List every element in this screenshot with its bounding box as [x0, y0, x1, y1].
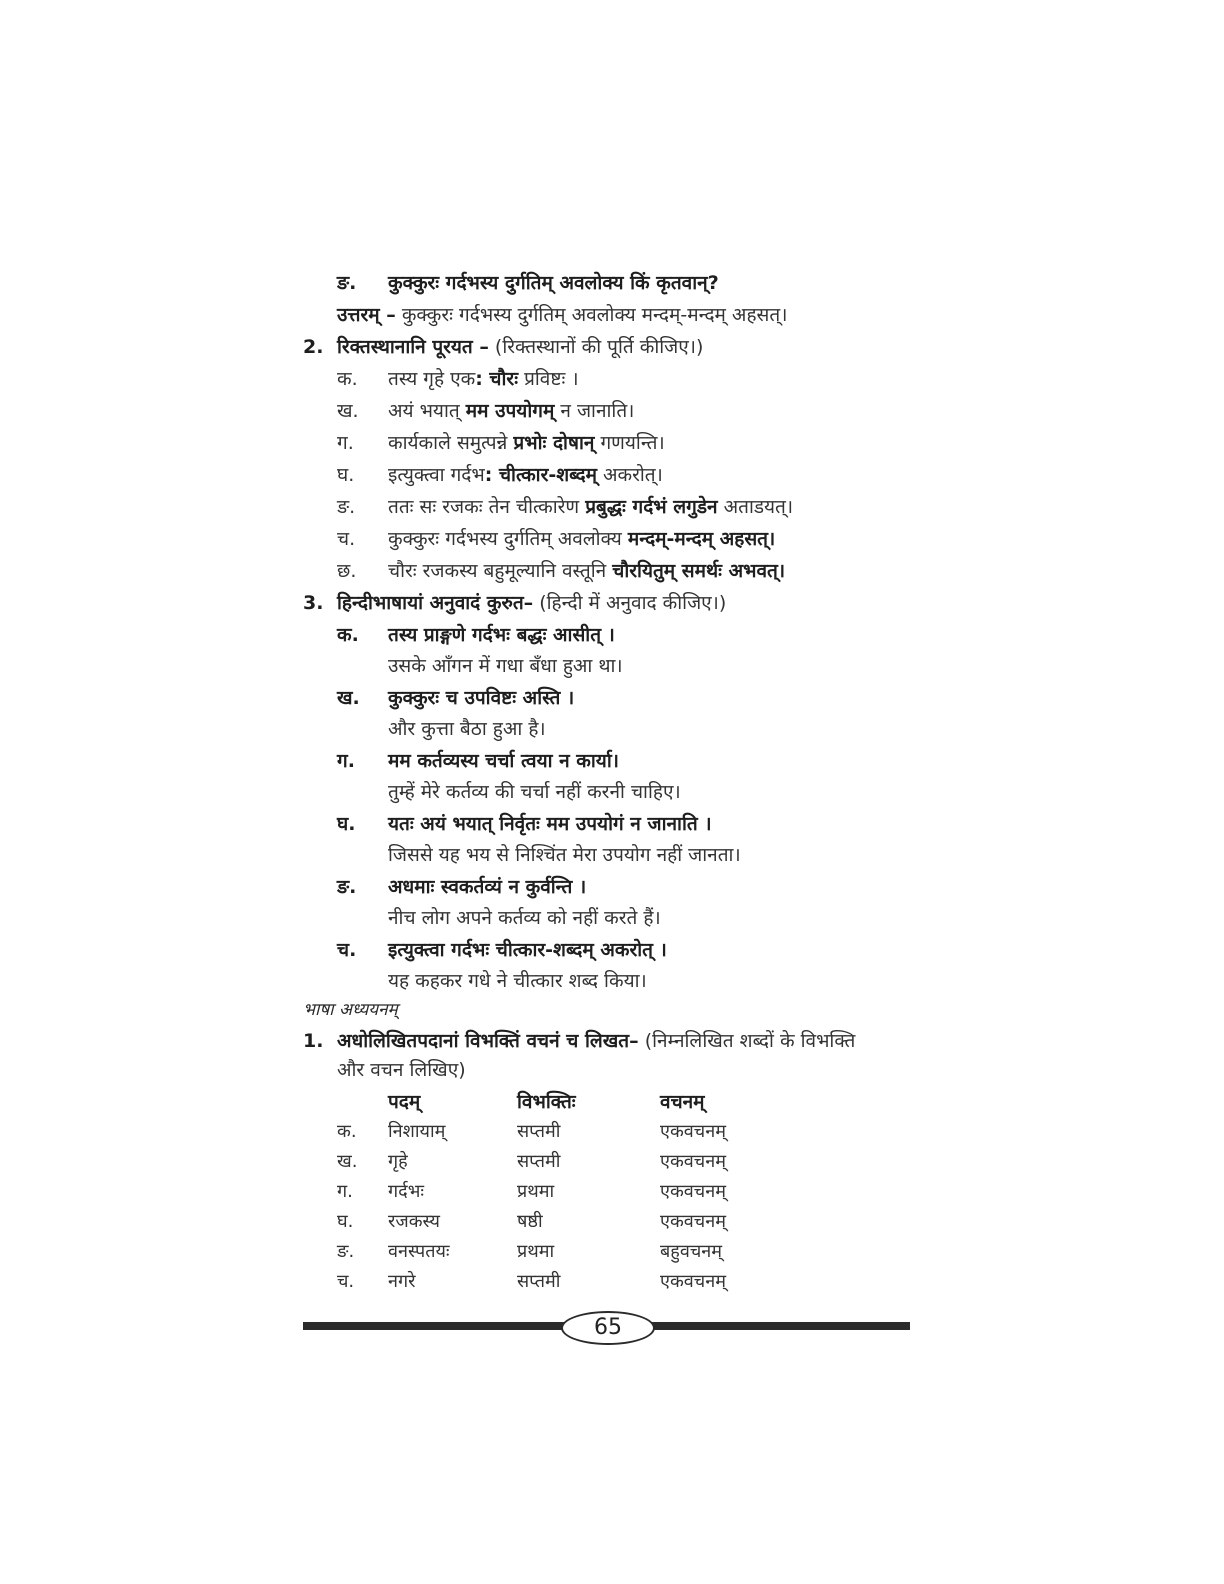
- q3-sanskrit: यतः अयं भयात् निर्वृतः मम उपयोगं न जानाति ।: [388, 813, 712, 835]
- item-fill: मन्दम्-मन्दम् अहसत्।: [627, 528, 776, 550]
- row-marker: च.: [337, 1271, 355, 1292]
- q2-item-marker: क.: [337, 368, 358, 390]
- item-post: न जानाति।: [560, 400, 635, 422]
- item-fill: प्रबुद्धः गर्दभं लगुडेन: [585, 496, 718, 518]
- lq1-title: अधोलिखितपदानां विभक्तिं वचनं च लिखत–: [337, 1030, 639, 1052]
- section-heading: भाषा अध्ययनम्: [303, 1000, 398, 1020]
- q2-item-text: [388, 558, 785, 584]
- q3-item-marker: ख.: [337, 687, 360, 709]
- footer-rule-left: [303, 1322, 565, 1330]
- q3-title: हिन्दीभाषायां अनुवादं कुरुत–: [337, 592, 534, 614]
- q2-item-text: [388, 462, 663, 488]
- q3-item-marker: क.: [337, 624, 359, 646]
- cell-vibhakti: प्रथमा: [517, 1241, 555, 1262]
- q2-item-marker: ग.: [337, 432, 354, 454]
- item-fill: चौरयितुम् समर्थः अभवत्।: [612, 560, 786, 582]
- row-marker: ख.: [337, 1151, 358, 1172]
- item-pre: चौरः रजकस्य बहुमूल्यानि वस्तूनि: [388, 560, 607, 582]
- q3-item-marker: घ.: [337, 813, 356, 835]
- row-marker: घ.: [337, 1211, 354, 1232]
- cell-vibhakti: सप्तमी: [517, 1121, 561, 1142]
- cell-vibhakti: प्रथमा: [517, 1181, 555, 1202]
- q2-title: रिक्तस्थानानि पूरयत –: [337, 336, 489, 358]
- item-fill: मम उपयोगम्: [465, 400, 555, 422]
- item-fill: प्रभोः दोषान्: [513, 432, 595, 454]
- item-pre: इत्युक्त्वा गर्दभ: [388, 464, 485, 486]
- col-header-vibhakti: विभक्तिः: [517, 1091, 576, 1113]
- cell-vibhakti: सप्तमी: [517, 1271, 561, 1292]
- col-header-pada: पदम्: [388, 1091, 421, 1113]
- q3-hindi: यह कहकर गधे ने चीत्कार शब्द किया।: [388, 970, 647, 992]
- q3-sanskrit: मम कर्तव्यस्य चर्चा त्वया न कार्या।: [388, 750, 619, 772]
- q3-hindi: और कुत्ता बैठा हुआ है।: [388, 718, 546, 740]
- cell-vibhakti: सप्तमी: [517, 1151, 561, 1172]
- cell-pada: वनस्पतयः: [388, 1241, 450, 1262]
- q2-item-text: [388, 526, 775, 552]
- cell-vachana: एकवचनम्: [660, 1181, 726, 1202]
- item-pre: कुक्कुरः गर्दभस्य दुर्गतिम् अवलोक्य: [388, 528, 622, 550]
- q2-item-marker: छ.: [337, 560, 357, 582]
- q2-item-marker: च.: [337, 528, 356, 550]
- cell-vibhakti: षष्ठी: [517, 1211, 543, 1232]
- cell-vachana: बहुवचनम्: [660, 1241, 723, 1262]
- q2-number: 2.: [303, 336, 324, 358]
- item-fill: : चौरः: [475, 368, 519, 390]
- item-pre: अयं भयात्: [388, 400, 460, 422]
- row-marker: क.: [337, 1121, 357, 1142]
- item-post: गणयन्ति।: [600, 432, 665, 454]
- cell-pada: गर्दभः: [388, 1181, 424, 1202]
- q1e-question: कुक्कुरः गर्दभस्य दुर्गतिम् अवलोक्य किं कृतवान्?: [388, 272, 719, 294]
- q3-hindi: तुम्हें मेरे कर्तव्य की चर्चा नहीं करनी चाहिए।: [388, 781, 681, 803]
- q3-hindi: जिससे यह भय से निश्चिंत मेरा उपयोग नहीं जानता।: [388, 844, 741, 866]
- q3-item-marker: ङ.: [337, 876, 357, 898]
- lq1-subtitle-cont: और वचन लिखिए): [337, 1059, 466, 1081]
- cell-pada: गृहे: [388, 1151, 408, 1172]
- q2-subtitle: (रिक्तस्थानों की पूर्ति कीजिए।): [494, 336, 704, 358]
- item-fill: : चीत्कार-शब्दम्: [484, 464, 597, 486]
- q3-sanskrit: तस्य प्राङ्गणे गर्दभः बद्धः आसीत् ।: [388, 624, 615, 646]
- q3-number: 3.: [303, 592, 324, 614]
- page-number: 65: [561, 1311, 655, 1345]
- q2-item-marker: ख.: [337, 400, 359, 422]
- q2-item-text: [388, 430, 665, 456]
- q3-hindi: उसके आँगन में गधा बँधा हुआ था।: [388, 655, 623, 677]
- item-post: अताडयत्।: [723, 496, 794, 518]
- q2-item-marker: घ.: [337, 464, 355, 486]
- row-marker: ग.: [337, 1181, 353, 1202]
- cell-pada: रजकस्य: [388, 1211, 440, 1232]
- item-post: प्रविष्टः ।: [524, 368, 579, 390]
- q2-item-text: [388, 494, 793, 520]
- q3-subtitle: (हिन्दी में अनुवाद कीजिए।): [539, 592, 727, 614]
- item-pre: कार्यकाले समुत्पन्ने: [388, 432, 508, 454]
- answer-label: उत्तरम् –: [337, 304, 396, 326]
- lq1-heading: [337, 1028, 855, 1054]
- col-header-vachana: वचनम्: [660, 1091, 705, 1113]
- row-marker: ङ.: [337, 1241, 355, 1262]
- q3-sanskrit: अधमाः स्वकर्तव्यं न कुर्वन्ति ।: [388, 876, 587, 898]
- q2-item-text: [388, 366, 579, 392]
- item-post: अकरोत्।: [603, 464, 663, 486]
- q3-sanskrit: कुक्कुरः च उपविष्टः अस्ति ।: [388, 687, 575, 709]
- q3-item-marker: ग.: [337, 750, 355, 772]
- lq1-subtitle: (निम्नलिखित शब्दों के विभक्ति: [644, 1030, 856, 1052]
- answer-text: कुक्कुरः गर्दभस्य दुर्गतिम् अवलोक्य मन्दम्-मन्दम् अहसत्।: [401, 304, 788, 326]
- q3-sanskrit: इत्युक्त्वा गर्दभः चीत्कार-शब्दम् अकरोत् ।: [388, 939, 667, 961]
- cell-vachana: एकवचनम्: [660, 1151, 726, 1172]
- lq1-number: 1.: [303, 1030, 324, 1052]
- cell-pada: नगरे: [388, 1271, 416, 1292]
- cell-vachana: एकवचनम्: [660, 1271, 726, 1292]
- item-pre: तस्य गृहे एक: [388, 368, 476, 390]
- q1e-marker: ङ.: [337, 272, 357, 294]
- q3-heading: [337, 590, 726, 616]
- q3-item-marker: च.: [337, 939, 357, 961]
- q2-heading: [337, 334, 703, 360]
- q1e-answer-line: [337, 302, 787, 328]
- footer-rule-right: [647, 1322, 910, 1330]
- q2-item-marker: ङ.: [337, 496, 356, 518]
- item-pre: ततः सः रजकः तेन चीत्कारेण: [388, 496, 580, 518]
- cell-pada: निशायाम्: [388, 1121, 446, 1142]
- cell-vachana: एकवचनम्: [660, 1211, 726, 1232]
- q3-hindi: नीच लोग अपने कर्तव्य को नहीं करते हैं।: [388, 907, 661, 929]
- q2-item-text: [388, 398, 634, 424]
- cell-vachana: एकवचनम्: [660, 1121, 726, 1142]
